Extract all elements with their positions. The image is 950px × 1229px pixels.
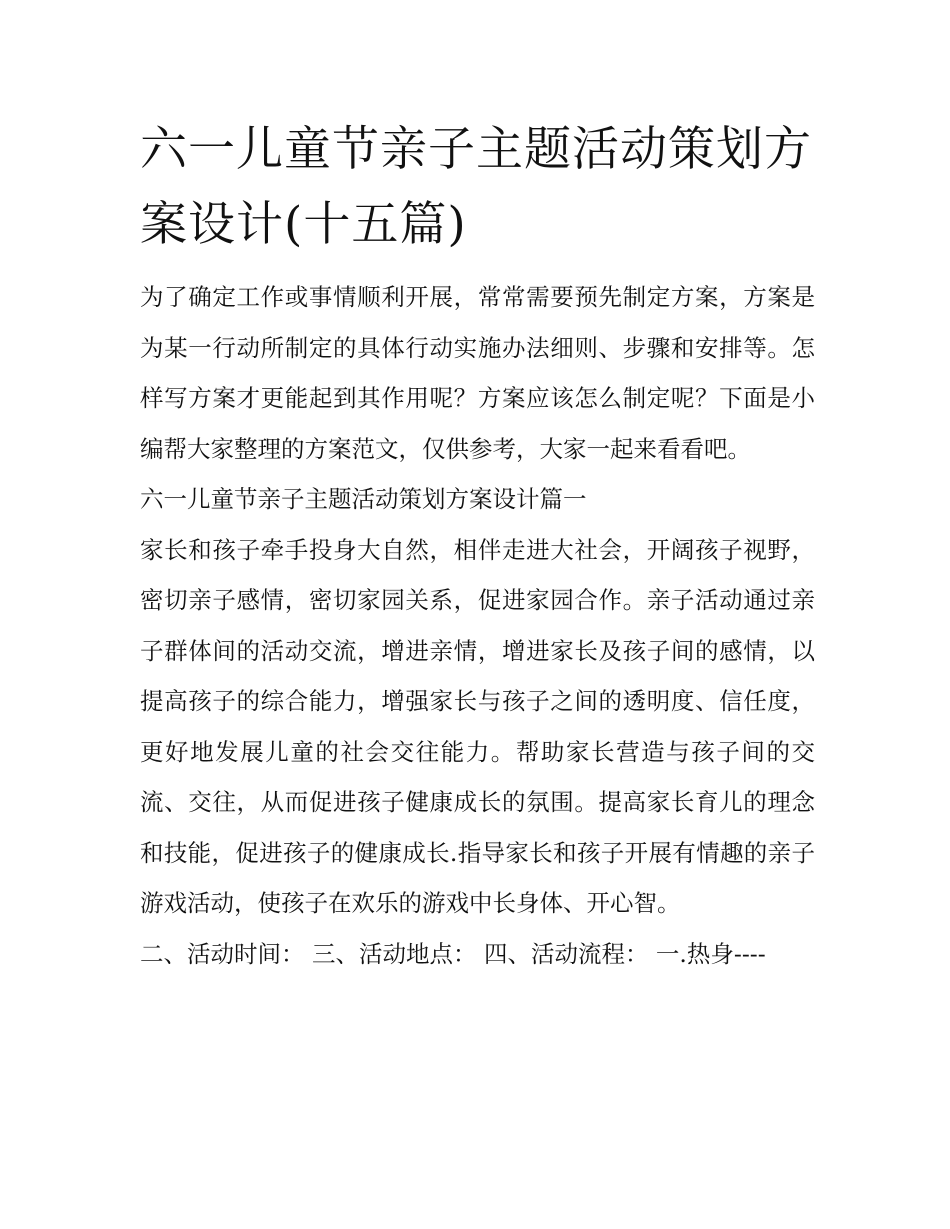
intro-paragraph: 为了确定工作或事情顺利开展，常常需要预先制定方案，方案是为某一行动所制定的具体行动实施办法细则、步骤和安排等。怎样写方案才更能起到其作用呢？方案应该怎么制定呢？下面是小编帮大家整理的方案范文，仅供参考，大家一起来看看吧。 (140, 283, 815, 463)
document-title: 六一儿童节亲子主题活动策划方案设计(十五篇) (140, 122, 812, 252)
section-body-paragraph: 家长和孩子牵手投身大自然，相伴走进大社会，开阔孩子视野，密切亲子感情，密切家园关系，促进家园合作。亲子活动通过亲子群体间的活动交流，增进亲情，增进家长及孩子间的感情，以提高孩子的综合能力，增强家长与孩子之间的透明度、信任度，更好地发展儿童的社会交往能力。帮助家长营造与孩子间的交流、交往，从而促进孩子健康成长的氛围。提高家长育儿的理念和技能，促进孩子的健康成长.指导家长和孩子开展有情趣的亲子游戏活动，使孩子在欢乐的游戏中长身体、开心智。 (140, 535, 815, 917)
document-page (140, 112, 815, 979)
outline-line: 二、活动时间： 三、活动地点： 四、活动流程： 一.热身---- (140, 939, 766, 968)
section-heading: 六一儿童节亲子主题活动策划方案设计篇一 (140, 485, 587, 513)
